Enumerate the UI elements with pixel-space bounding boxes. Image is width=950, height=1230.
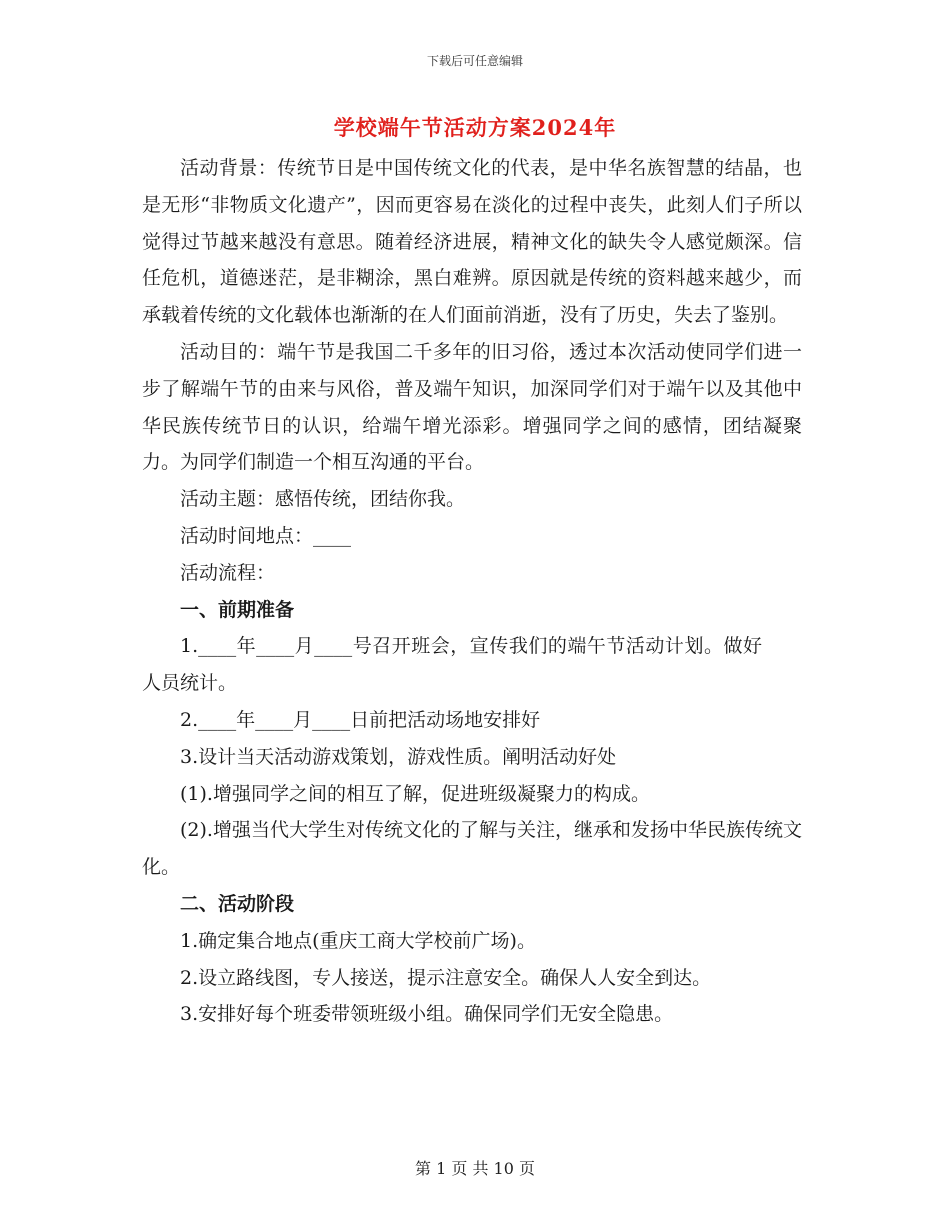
sub-list-item: (1).增强同学之间的相互了解，促进班级凝聚力的构成。 [180, 782, 650, 805]
list-item: 2.设立路线图，专人接送，提示注意安全。确保人人安全到达。 [180, 966, 712, 989]
list-item: 1.____年____月____号召开班会，宣传我们的端午节活动计划。做好人员统计。 [142, 635, 762, 695]
section-heading-preparation: 一、前期准备 [180, 598, 295, 621]
document-title: 学校端午节活动方案2024年 [333, 115, 617, 140]
list-item: 3.设计当天活动游戏策划，游戏性质。阐明活动好处 [180, 745, 617, 768]
document-body [142, 150, 802, 1033]
list-item: 3.安排好每个班委带领班级小组。确保同学们无安全隐患。 [180, 1003, 674, 1026]
page-header-note: 下载后可任意编辑 [426, 54, 523, 68]
paragraph-background: 活动背景：传统节日是中国传统文化的代表，是中华名族智慧的结晶，也是无形“非物质文化遗产”，因而更容易在淡化的过程中丧失，此刻人们子所以觉得过节越来越没有意思。随着经济进展，精神文化的缺失令人感觉颇深。信任危机，道德迷茫，是非糊涂，黑白难辨。原因就是传统的资料越来越少，而承载着传统的文化载体也渐渐的在人们面前消逝，没有了历史，失去了鉴别。 [142, 157, 802, 327]
list-item: 1.确定集合地点(重庆工商大学校前广场)。 [180, 929, 536, 952]
paragraph-time-place: 活动时间地点：____ [180, 524, 352, 547]
paragraph-theme: 活动主题：感悟传统，团结你我。 [180, 488, 466, 511]
sub-list-item: (2).增强当代大学生对传统文化的了解与关注，继承和发扬中华民族传统文化。 [142, 819, 802, 879]
list-item: 2.____年____月____日前把活动场地安排好 [180, 708, 541, 731]
paragraph-process: 活动流程： [180, 561, 276, 584]
page-footer-number: 第 1 页 共 10 页 [415, 1159, 535, 1178]
section-heading-activity-stage: 二、活动阶段 [180, 892, 295, 915]
paragraph-purpose: 活动目的：端午节是我国二千多年的旧习俗，透过本次活动使同学们进一步了解端午节的由来与风俗，普及端午知识，加深同学们对于端午以及其他中华民族传统节日的认识，给端午增光添彩。增强同学之间的感情，团结凝聚力。为同学们制造一个相互沟通的平台。 [142, 340, 802, 474]
